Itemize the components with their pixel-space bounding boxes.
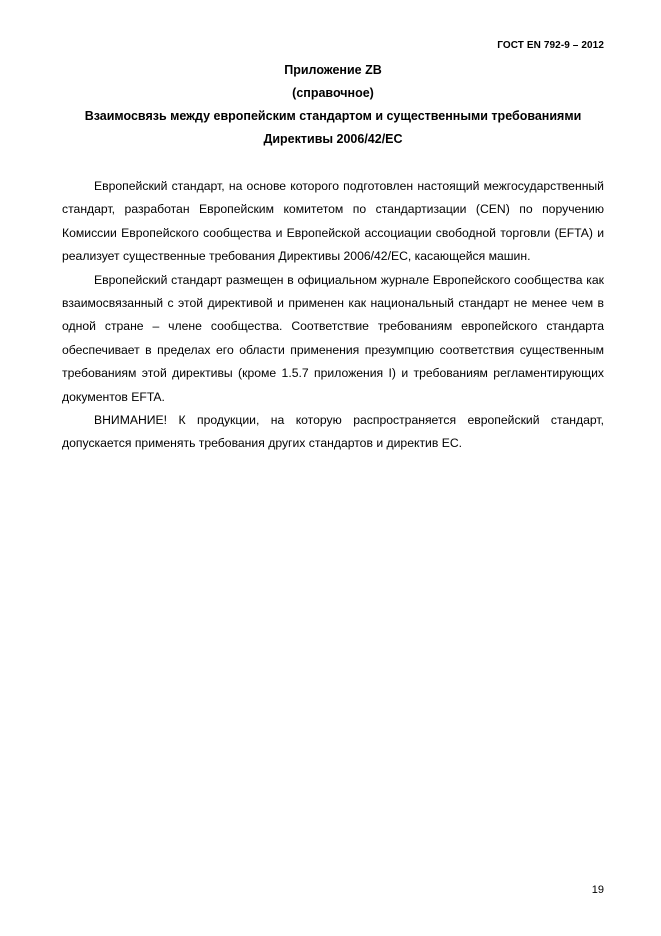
- annex-title: Приложение ZB: [284, 63, 382, 77]
- page-number: 19: [591, 884, 604, 896]
- annex-subtitle: (справочное): [292, 86, 374, 100]
- paragraph-1: Европейский стандарт, на основе которого подготовлен настоящий межгосударственный стандарт, разработан Европейским комитетом по стандартизации (CEN) по поручению Комиссии Европейского сообщества и Европейской ассоциации свободной торговли (EFTA) и реализует существенные требования Директивы 2006/42/ЕС, касающейся машин.: [62, 179, 604, 264]
- paragraph-3: ВНИМАНИЕ! К продукции, на которую распространяется европейский стандарт, допускается применять требования других стандартов и директив ЕС.: [62, 413, 604, 451]
- annex-heading-line1: Взаимосвязь между европейским стандартом и существенными требованиями: [84, 109, 582, 123]
- body-text: [62, 175, 604, 456]
- paragraph-2: Европейский стандарт размещен в официальном журнале Европейского сообщества как взаимосвязанный с этой директивой и применен как национальный стандарт не менее чем в одной стране – члене сообщества. Соответствие требованиям европейского стандарта обеспечивает в пределах его области применения презумпцию соответствия существенным требованиям этой директивы (кроме 1.5.7 приложения I) и требованиям регламентирующих документов EFTA.: [62, 272, 604, 404]
- document-code: ГОСТ EN 792-9 – 2012: [497, 40, 604, 51]
- annex-heading-line2: Директивы 2006/42/ЕС: [263, 132, 403, 146]
